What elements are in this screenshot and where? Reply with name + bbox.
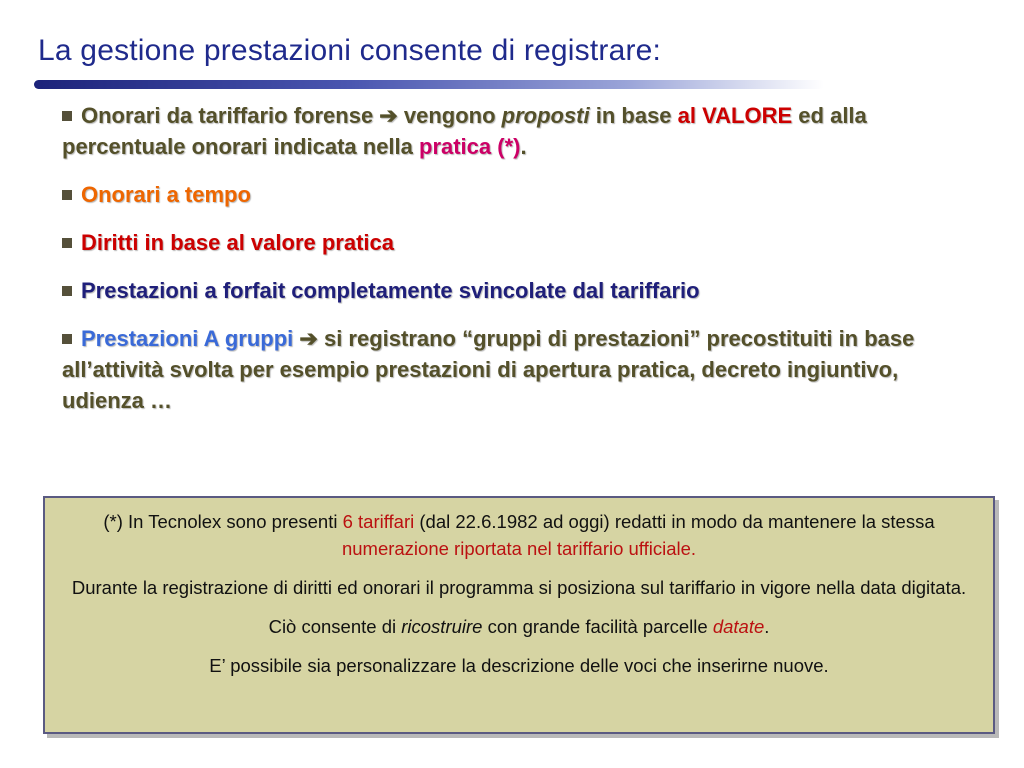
square-bullet-icon [62, 190, 72, 200]
note-paragraph-ricostruire: Ciò consente di ricostruire con grande facilità parcelle datate. [268, 616, 770, 637]
bullet-prestazioni-forfait: Prestazioni a forfait completamente svincolate dal tariffario [62, 275, 962, 306]
arrow-right-icon: ➔ [299, 326, 318, 351]
bullet-onorari-tempo: Onorari a tempo [62, 179, 962, 210]
arrow-right-icon: ➔ [379, 103, 398, 128]
square-bullet-icon [62, 334, 72, 344]
bullet-diritti-valore: Diritti in base al valore pratica [62, 227, 962, 258]
title-underline [34, 80, 824, 89]
square-bullet-icon [62, 286, 72, 296]
bullet-list [62, 100, 962, 433]
bullet-prestazioni-gruppi: Prestazioni A gruppi ➔ si registrano “gruppi di prestazioni” precostituiti in base all’attività svolta per esempio prestazioni di apertura pratica, decreto ingiuntivo, udienza … [62, 326, 915, 413]
bullet-onorari-tariffario: Onorari da tariffario forense ➔ vengono proposti in base al VALORE ed alla percentuale onorari indicata nella pratica (*). [62, 103, 867, 159]
note-paragraph-personalizzare: E’ possibile sia personalizzare la descrizione delle voci che inserirne nuove. [209, 655, 829, 676]
square-bullet-icon [62, 111, 72, 121]
note-paragraph-tariffari: (*) In Tecnolex sono presenti 6 tariffari (dal 22.6.1982 ad oggi) redatti in modo da mantenere la stessa numerazione riportata nel tariffario ufficiale. [103, 511, 935, 559]
slide-title: La gestione prestazioni consente di registrare: [38, 34, 662, 67]
footnote-box [43, 496, 995, 734]
note-paragraph-registrazione: Durante la registrazione di diritti ed onorari il programma si posiziona sul tariffario in vigore nella data digitata. [71, 577, 967, 598]
square-bullet-icon [62, 238, 72, 248]
